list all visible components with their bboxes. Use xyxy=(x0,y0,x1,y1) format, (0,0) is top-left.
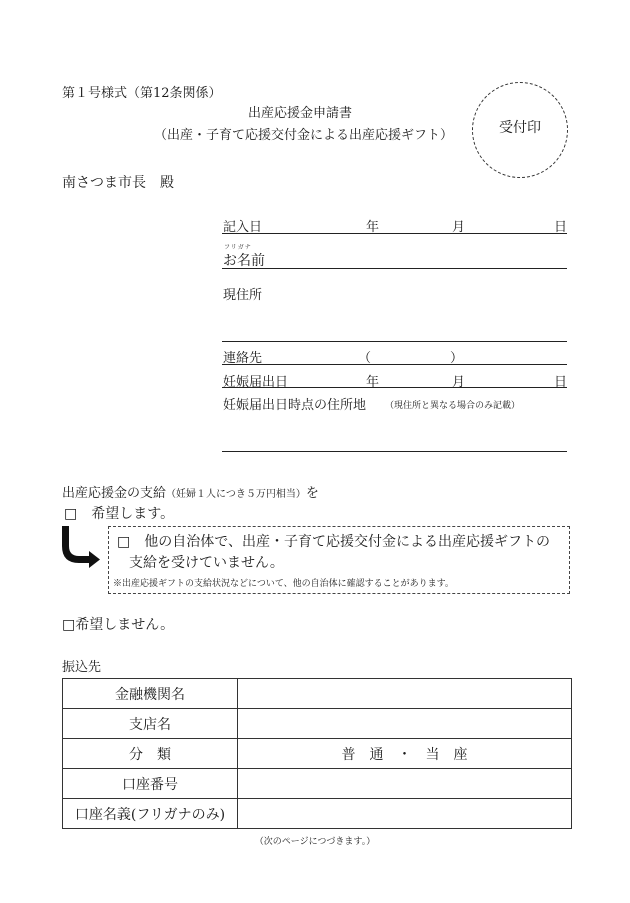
want-option[interactable]: □ 希望します。 xyxy=(64,506,175,522)
name-label: お名前 xyxy=(223,253,265,269)
form-subtitle: （出産・子育て応援交付金による出産応援ギフト） xyxy=(154,128,454,143)
not-want-option[interactable]: □希望しません。 xyxy=(62,617,175,633)
account-holder-field[interactable] xyxy=(238,799,572,829)
form-title: 出産応援金申請書 xyxy=(247,106,352,121)
addressee: 南さつま市長 殿 xyxy=(62,175,174,191)
pregnancy-address-note: （現住所と異なる場合のみ記載） xyxy=(385,401,521,411)
name-ruby: フリガナ xyxy=(224,244,252,251)
table-row xyxy=(63,739,572,769)
address-line[interactable] xyxy=(222,341,567,342)
entry-date-day: 日 xyxy=(554,220,568,235)
pregnancy-date-label: 妊娠届出日 xyxy=(223,375,289,390)
bank-name-field[interactable] xyxy=(238,679,572,709)
entry-date-line[interactable] xyxy=(222,233,567,234)
payment-heading-note: （妊婦１人につき５万円相当） xyxy=(166,489,306,500)
contact-label: 連絡先 xyxy=(223,351,263,366)
pregnancy-date-month: 月 xyxy=(452,375,466,390)
condition-checkbox-line1[interactable]: □ 他の自治体で、出産・子育て応援交付金による出産応援ギフトの xyxy=(117,534,550,550)
pregnancy-address-label: 妊娠届出日時点の住所地 xyxy=(223,398,367,413)
account-type-options[interactable]: 普 通 ・ 当 座 xyxy=(238,739,572,769)
bank-heading: 振込先 xyxy=(62,660,102,675)
table-row xyxy=(63,769,572,799)
bank-name-label: 金融機関名 xyxy=(63,679,238,709)
address-label: 現住所 xyxy=(223,288,263,303)
payment-heading-suffix: を xyxy=(305,486,319,501)
account-number-field[interactable] xyxy=(238,769,572,799)
payment-heading-text: 出産応援金の支給 xyxy=(62,486,167,501)
pregnancy-date-line[interactable] xyxy=(222,387,567,388)
pregnancy-address-line[interactable] xyxy=(222,451,567,452)
condition-box xyxy=(108,526,570,594)
branch-name-label: 支店名 xyxy=(63,709,238,739)
table-row xyxy=(63,799,572,829)
form-number: 第１号様式（第12条関係） xyxy=(62,86,222,101)
entry-date-month: 月 xyxy=(452,220,466,235)
down-right-arrow-icon xyxy=(62,524,102,568)
name-line[interactable] xyxy=(222,268,567,269)
pregnancy-date-day: 日 xyxy=(554,375,568,390)
pregnancy-date-year: 年 xyxy=(366,375,380,390)
reception-stamp-label: 受付印 xyxy=(499,120,541,136)
entry-date-label: 記入日 xyxy=(223,220,263,235)
reception-stamp-circle xyxy=(472,82,568,178)
table-row xyxy=(63,679,572,709)
contact-paren-close: ） xyxy=(450,351,464,366)
contact-paren-open: （ xyxy=(358,351,372,366)
table-row xyxy=(63,709,572,739)
footer-note: （次のページにつづきます。） xyxy=(254,837,376,847)
contact-line[interactable] xyxy=(222,364,567,365)
bank-table xyxy=(62,678,572,829)
account-type-label: 分 類 xyxy=(63,739,238,769)
payment-heading xyxy=(62,482,319,501)
entry-date-year: 年 xyxy=(366,220,380,235)
account-holder-label: 口座名義(フリガナのみ) xyxy=(63,799,238,829)
branch-name-field[interactable] xyxy=(238,709,572,739)
account-number-label: 口座番号 xyxy=(63,769,238,799)
condition-line2: 支給を受けていません。 xyxy=(129,555,284,571)
condition-note: ※出産応援ギフトの支給状況などについて、他の自治体に確認することがあります。 xyxy=(113,579,454,589)
